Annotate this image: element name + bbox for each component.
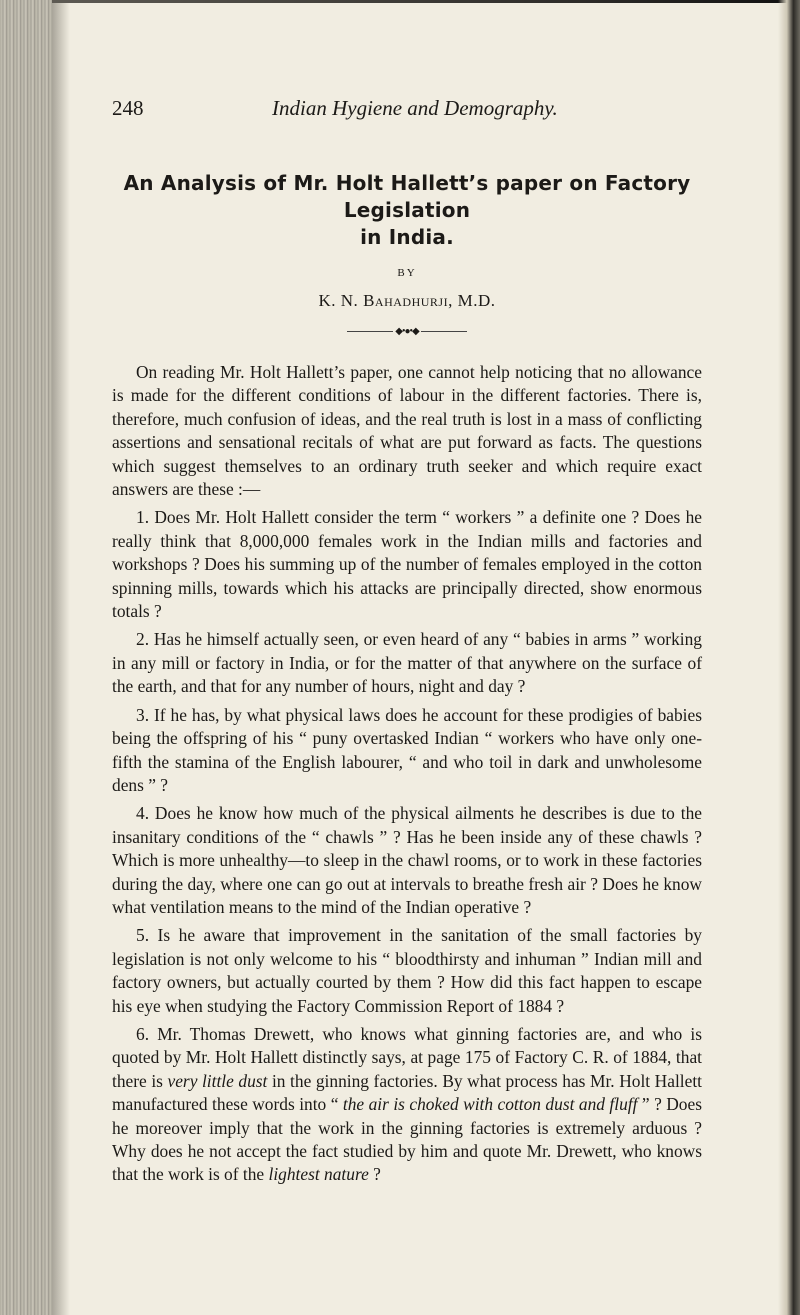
- article-body: [112, 361, 702, 1187]
- q6-emphasis-1: very little dust: [167, 1070, 268, 1091]
- author-initials: K. N.: [318, 291, 359, 310]
- scan-top-edge: [52, 0, 800, 3]
- q6-emphasis-3: lightest nature: [268, 1164, 369, 1185]
- paragraph-question-1: 1. Does Mr. Holt Hallett consider the term “ workers ” a definite one ? Does he really think that 8,000,000 females work in the Indian mills and factories and workshops ? Does his summing up of the number of females employed in the cotton spinning mills, towards which his attacks are principally directed, show enormous totals ?: [112, 507, 702, 622]
- ornament-line-right: [421, 331, 467, 332]
- byline-by: BY: [397, 267, 417, 279]
- scan-binding-edge: [0, 0, 52, 1315]
- paragraph-question-6: [112, 1023, 702, 1187]
- journal-title: Indian Hygiene and Demography.: [272, 96, 558, 120]
- page-number: 248: [112, 96, 144, 120]
- article-title: [112, 170, 702, 251]
- paragraph-question-3: 3. If he has, by what physical laws does he account for these prodigies of babies being the offspring of his “ puny overtasked Indian “ workers who have only one-fifth the stamina of the English labourer, “ and who toil in dark and unwholesome dens ” ?: [112, 704, 702, 795]
- paragraph-question-5: 5. Is he aware that improvement in the sanitation of the small factories by legislation is not only welcome to his “ bloodthirsty and inhuman ” Indian mill and factory owners, but actually courted by them ? How did this fact happen to escape his eye when studying the Factory Commission Report of 1884 ?: [112, 925, 702, 1016]
- author-name: Bahadhurji,: [363, 291, 453, 310]
- q6-emphasis-2: the air is choked with cotton dust and fluff: [342, 1094, 638, 1115]
- ornament-line-left: [347, 331, 393, 332]
- paragraph-question-2: 2. Has he himself actually seen, or even heard of any “ babies in arms ” working in any mill or factory in India, or for the matter of that anywhere on the surface of the earth, and that for any number of hours, night and day ?: [112, 629, 702, 697]
- book-page: [112, 96, 702, 1192]
- article-title-line-2: in India.: [360, 225, 454, 249]
- author-degree: M.D.: [457, 291, 496, 310]
- author: [112, 291, 702, 311]
- q6-text-1: 6. Mr. Thomas Drewett, who knows what ginning factories are, and who is quoted by Mr. Holt Hallett distinctly says, at page 175 of Factory C. R. of 1884, that there is: [112, 1023, 702, 1091]
- q6-text-3: ” ? Does he moreover imply that the work in the ginning factories is extremely arduous ? Why does he not accept the fact studied by him and quote Mr. Drewett, who knows that the work is of the: [112, 1094, 702, 1185]
- ornament-glyph: ◆•●•◆: [395, 325, 419, 337]
- section-ornament: [112, 325, 702, 337]
- binding-shadow: [52, 0, 70, 1315]
- running-head: [112, 96, 702, 136]
- scan-right-edge: [778, 0, 800, 1315]
- paragraph-question-4: 4. Does he know how much of the physical ailments he describes is due to the insanitary conditions of the “ chawls ” ? Has he been inside any of these chawls ? Which is more unhealthy—to sleep in the chawl rooms, or to work in these factories during the day, where one can go out at intervals to breathe fresh air ? Does he know what ventilation means to the mind of the Indian operative ?: [112, 803, 702, 917]
- q6-text-2: in the ginning factories. By what process has Mr. Holt Hallett manufactured these words into “: [112, 1070, 702, 1115]
- paragraph-intro: On reading Mr. Holt Hallett’s paper, one cannot help noticing that no allowance is made for the different conditions of labour in the different factories. There is, therefore, much confusion of ideas, and the real truth is lost in a mass of conflicting assertions and sensational recitals of what are put forward as facts. The questions which suggest themselves to an ordinary truth seeker and which require exact answers are these :—: [112, 362, 702, 500]
- article-title-line-1: An Analysis of Mr. Holt Hallett’s paper on Factory Legislation: [123, 171, 691, 222]
- q6-text-4: ?: [368, 1164, 381, 1185]
